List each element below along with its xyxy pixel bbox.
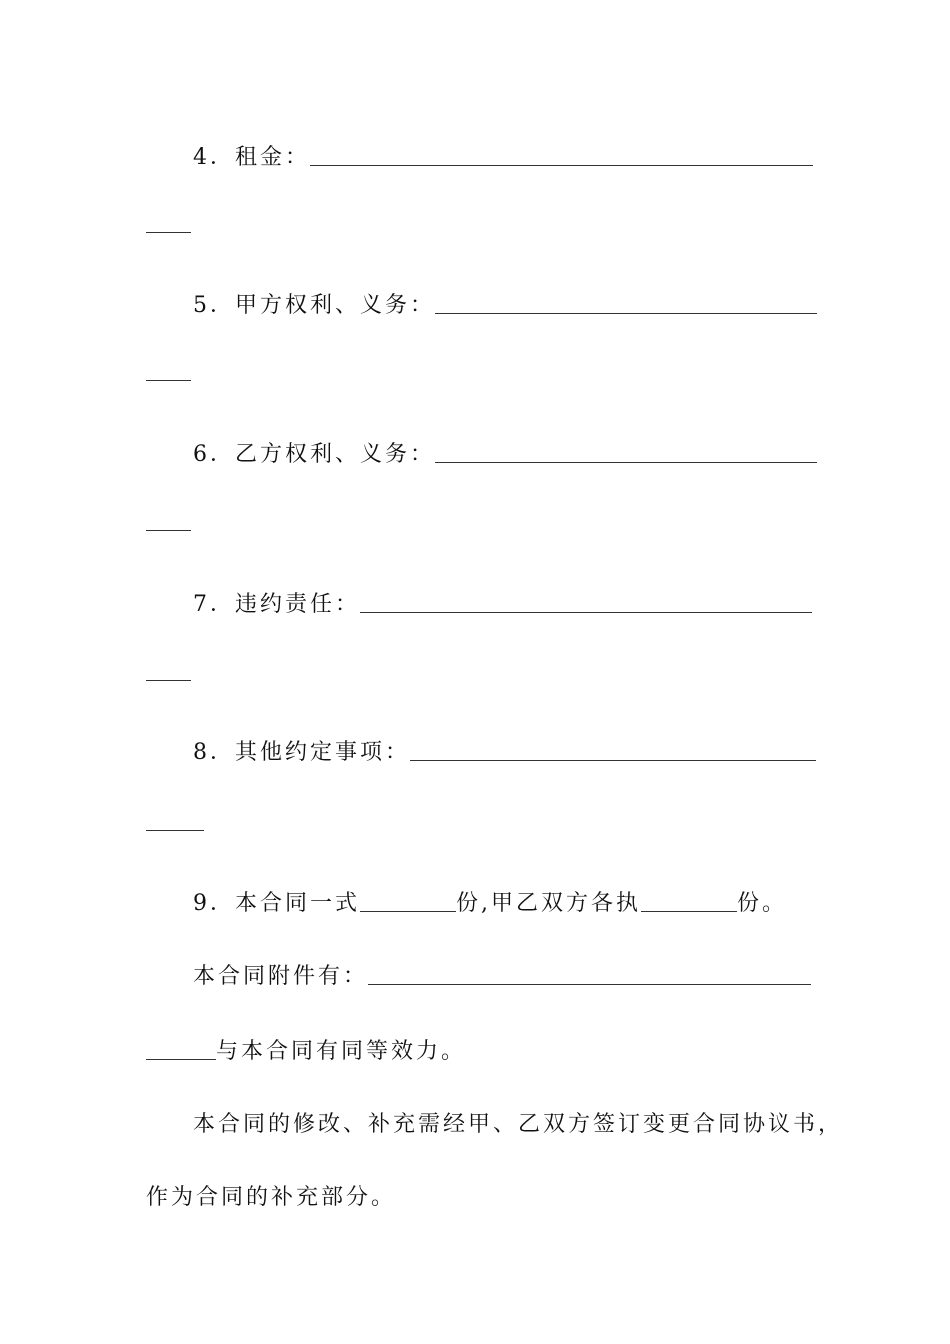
fill-blank[interactable] <box>368 984 811 985</box>
fill-blank[interactable] <box>410 760 816 761</box>
item-party-a-rights-continuation <box>146 347 191 387</box>
item-copies <box>193 878 787 918</box>
amendment-text: 作为合同的补充部分。 <box>146 1185 397 1210</box>
item-label: 违约责任： <box>235 592 361 617</box>
copies-text-1: 本合同一式 <box>235 891 361 916</box>
item-rent-continuation <box>146 199 191 239</box>
item-other-matters <box>193 727 816 767</box>
amendment-text: 本合同的修改、补充需经甲、乙双方签订变更合同协议书， <box>193 1112 844 1137</box>
fill-blank[interactable] <box>310 165 813 166</box>
item-breach-liability <box>193 579 812 619</box>
item-label: 租金： <box>235 145 311 170</box>
amendment-line-2 <box>146 1172 396 1212</box>
item-breach-liability-continuation <box>146 647 191 687</box>
item-party-b-rights <box>193 429 817 469</box>
item-party-a-rights <box>193 280 817 320</box>
item-number: 5． <box>193 293 235 318</box>
attachments-tail: 与本合同有同等效力。 <box>216 1039 467 1064</box>
fill-blank[interactable] <box>146 1059 216 1060</box>
copies-text-3: 份。 <box>737 891 788 916</box>
item-number: 6． <box>193 442 235 467</box>
attachments-label: 本合同附件有： <box>193 964 369 989</box>
attachments-line <box>193 951 811 991</box>
item-rent <box>193 132 813 172</box>
item-number: 7． <box>193 592 235 617</box>
fill-blank[interactable] <box>146 680 191 681</box>
item-number: 9． <box>193 891 235 916</box>
copies-text-2: 份,甲乙双方各执 <box>456 891 642 916</box>
fill-blank[interactable] <box>435 313 817 314</box>
fill-blank[interactable] <box>360 612 812 613</box>
fill-blank[interactable] <box>435 462 817 463</box>
fill-blank[interactable] <box>146 530 191 531</box>
fill-blank[interactable] <box>146 380 191 381</box>
fill-blank[interactable] <box>146 830 204 831</box>
fill-blank[interactable] <box>146 232 191 233</box>
item-label: 甲方权利、义务： <box>235 293 436 318</box>
item-label: 其他约定事项： <box>235 740 411 765</box>
item-label: 乙方权利、义务： <box>235 442 436 467</box>
item-number: 4． <box>193 145 235 170</box>
item-party-b-rights-continuation <box>146 497 191 537</box>
amendment-line-1 <box>193 1099 843 1139</box>
fill-blank-each-copies[interactable] <box>641 911 737 912</box>
fill-blank-total-copies[interactable] <box>360 911 456 912</box>
item-other-matters-continuation <box>146 797 204 837</box>
item-number: 8． <box>193 740 235 765</box>
attachments-continuation <box>146 1026 466 1066</box>
